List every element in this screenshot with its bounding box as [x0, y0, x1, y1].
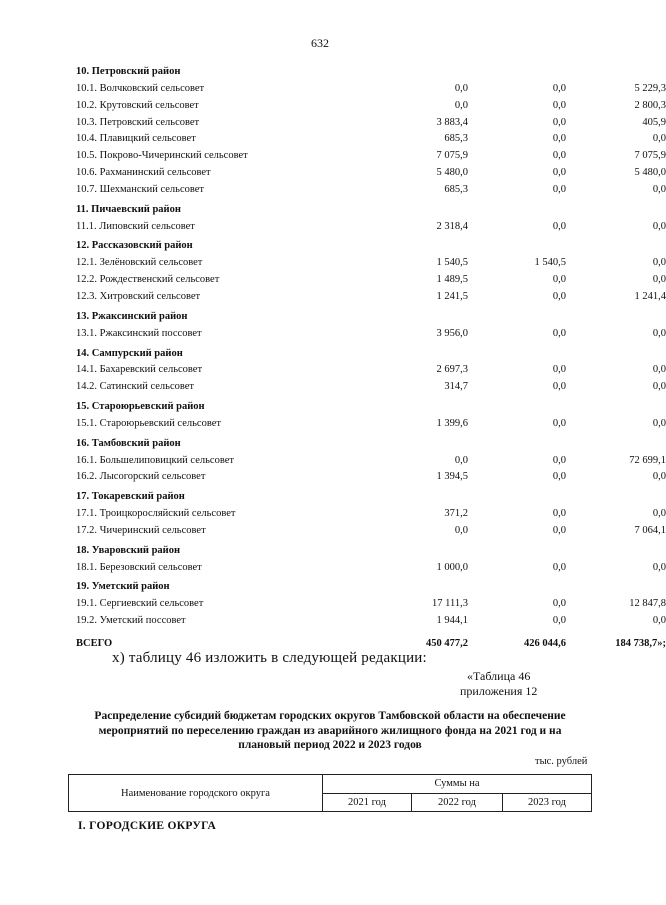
value-2022: 0,0 — [552, 364, 566, 376]
table-row — [76, 453, 666, 470]
value-2021: 0,0 — [454, 524, 468, 536]
settlement-name: 16.2. Лысогорский сельсовет — [76, 471, 206, 483]
settlement-name: 12.1. Зелёновский сельсовет — [76, 257, 203, 269]
value-2022: 0,0 — [552, 327, 566, 339]
settlement-name: 17.2. Чичеринский сельсовет — [76, 524, 206, 536]
section-heading-city-districts: I. ГОРОДСКИЕ ОКРУГА — [78, 820, 217, 832]
value-2023: 0,0 — [652, 257, 666, 269]
value-2021: 0,0 — [454, 454, 468, 466]
district-name: 19. Уметский район — [76, 581, 170, 593]
value-2021: 1 489,5 — [436, 274, 468, 286]
district-heading — [76, 309, 596, 326]
value-2021: 5 480,0 — [436, 167, 468, 179]
district-name: 12. Рассказовский район — [76, 240, 193, 252]
table-row — [76, 148, 666, 165]
value-2022: 0,0 — [552, 381, 566, 393]
table-row — [76, 272, 666, 289]
value-2023: 0,0 — [652, 381, 666, 393]
settlement-name: 14.1. Бахаревский сельсовет — [76, 364, 203, 376]
page-number: 632 — [311, 36, 329, 50]
table-row — [76, 98, 666, 115]
column-header-year-2022: 2022 год — [412, 794, 503, 811]
value-2021: 1 944,1 — [436, 615, 468, 627]
value-2021: 1 399,6 — [436, 417, 468, 429]
value-2021: 3 956,0 — [436, 327, 468, 339]
total-label: ВСЕГО — [76, 638, 113, 649]
table-reference-number: «Таблица 46 — [467, 669, 531, 683]
table-row — [76, 560, 666, 577]
value-2022: 0,0 — [552, 167, 566, 179]
value-2022: 0,0 — [552, 508, 566, 520]
settlement-name: 18.1. Березовский сельсовет — [76, 561, 202, 573]
district-heading — [76, 579, 596, 596]
settlement-name: 10.2. Крутовский сельсовет — [76, 99, 199, 111]
table-row — [76, 219, 666, 236]
value-2023: 72 699,1 — [629, 454, 666, 466]
settlement-name: 10.5. Покрово-Чичеринский сельсовет — [76, 150, 248, 162]
settlement-name: 10.7. Шехманский сельсовет — [76, 183, 204, 195]
value-2023: 0,0 — [652, 561, 666, 573]
value-2022: 0,0 — [552, 417, 566, 429]
district-name: 15. Староюрьевский район — [76, 401, 205, 413]
settlement-name: 16.1. Большелиповицкий сельсовет — [76, 454, 234, 466]
value-2023: 0,0 — [652, 508, 666, 520]
value-2021: 0,0 — [454, 99, 468, 111]
value-2023: 5 229,3 — [634, 82, 666, 94]
value-2021: 314,7 — [444, 381, 468, 393]
table-row — [76, 289, 666, 306]
value-2022: 0,0 — [552, 220, 566, 232]
district-heading — [76, 64, 596, 81]
district-heading — [76, 238, 596, 255]
settlement-name: 11.1. Липовский сельсовет — [76, 220, 195, 232]
amendment-instruction: х) таблицу 46 изложить в следующей редакции: — [112, 650, 427, 666]
settlement-name: 19.1. Сергиевский сельсовет — [76, 598, 204, 610]
settlement-name: 10.3. Петровский сельсовет — [76, 116, 200, 128]
value-2022: 0,0 — [552, 454, 566, 466]
settlement-name: 12.3. Хитровский сельсовет — [76, 290, 201, 302]
value-2021: 2 697,3 — [436, 364, 468, 376]
district-name: 11. Пичаевский район — [76, 203, 181, 215]
value-2021: 371,2 — [444, 508, 468, 520]
settlement-name: 17.1. Троицкоросляйский сельсовет — [76, 508, 236, 520]
value-2021: 1 000,0 — [436, 561, 468, 573]
table-row — [76, 255, 666, 272]
value-2022: 0,0 — [552, 99, 566, 111]
district-name: 13. Ржаксинский район — [76, 310, 188, 322]
value-2021: 3 883,4 — [436, 116, 468, 128]
value-2023: 5 480,0 — [634, 167, 666, 179]
district-heading — [76, 436, 596, 453]
value-2023: 0,0 — [652, 274, 666, 286]
value-2023: 2 800,3 — [634, 99, 666, 111]
value-2021: 2 318,4 — [436, 220, 468, 232]
value-2022: 0,0 — [552, 598, 566, 610]
table-row — [76, 362, 666, 379]
table-row — [76, 326, 666, 343]
value-2021: 1 394,5 — [436, 471, 468, 483]
district-name: 17. Токаревский район — [76, 491, 185, 503]
table-row — [76, 469, 666, 486]
value-2022: 0,0 — [552, 183, 566, 195]
settlement-name: 10.4. Плавицкий сельсовет — [76, 133, 196, 145]
value-2023: 0,0 — [652, 220, 666, 232]
settlement-name: 12.2. Рождественский сельсовет — [76, 274, 220, 286]
value-2023: 0,0 — [652, 364, 666, 376]
value-2021: 17 111,3 — [432, 598, 468, 610]
value-2021: 685,3 — [444, 133, 468, 145]
table-row — [76, 523, 666, 540]
table-reference — [460, 669, 537, 699]
settlement-name: 15.1. Староюрьевский сельсовет — [76, 417, 221, 429]
value-2022: 1 540,5 — [534, 257, 566, 269]
value-2021: 1 241,5 — [436, 290, 468, 302]
value-2023: 405,9 — [642, 116, 666, 128]
value-2022: 0,0 — [552, 133, 566, 145]
value-2022: 0,0 — [552, 274, 566, 286]
table-row — [76, 613, 666, 630]
table-row — [76, 416, 666, 433]
table-row — [76, 596, 666, 613]
value-2021: 0,0 — [454, 82, 468, 94]
value-2022: 0,0 — [552, 150, 566, 162]
value-2022: 0,0 — [552, 615, 566, 627]
table-46-header — [68, 774, 592, 812]
value-2023: 7 064,1 — [634, 524, 666, 536]
value-2023: 0,0 — [652, 471, 666, 483]
district-heading — [76, 346, 596, 363]
value-2023: 7 075,9 — [634, 150, 666, 162]
column-header-name: Наименование городского округа — [69, 775, 323, 811]
value-2022: 0,0 — [552, 290, 566, 302]
district-heading — [76, 543, 596, 560]
table-row — [76, 506, 666, 523]
district-name: 14. Сампурский район — [76, 347, 183, 359]
value-2023: 12 847,8 — [629, 598, 666, 610]
value-2022: 0,0 — [552, 524, 566, 536]
settlement-name: 14.2. Сатинский сельсовет — [76, 381, 195, 393]
table-46-title: Распределение субсидий бюджетам городских округов Тамбовской области на обеспечение мероприятий по переселению граждан из аварийного жилищного фонда на 2021 год и на плановый период 2022 и 2023 годов — [94, 710, 566, 751]
unit-note: тыс. рублей — [535, 756, 588, 767]
district-name: 10. Петровский район — [76, 66, 181, 77]
value-2023: 0,0 — [652, 615, 666, 627]
table-row — [76, 379, 666, 396]
district-name: 16. Тамбовский район — [76, 437, 181, 449]
table-reference-appendix: приложения 12 — [460, 684, 538, 698]
settlement-name: 10.1. Волчковский сельсовет — [76, 82, 205, 94]
value-2023: 0,0 — [652, 417, 666, 429]
table-row — [76, 115, 666, 132]
district-heading — [76, 202, 596, 219]
value-2021: 7 075,9 — [436, 150, 468, 162]
subsidy-table-continuation — [76, 64, 666, 653]
column-header-year-2023: 2023 год — [528, 797, 566, 808]
value-2023: 0,0 — [652, 133, 666, 145]
column-header-year-2021: 2021 год — [323, 794, 412, 811]
column-header-sums: Суммы на — [323, 775, 591, 794]
value-2021: 685,3 — [444, 183, 468, 195]
value-2022: 0,0 — [552, 471, 566, 483]
table-row — [76, 131, 666, 148]
value-2023: 0,0 — [652, 183, 666, 195]
table-row — [76, 81, 666, 98]
settlement-name: 10.6. Рахманинский сельсовет — [76, 167, 211, 179]
district-name: 18. Уваровский район — [76, 544, 181, 556]
value-2023: 1 241,4 — [634, 290, 666, 302]
total-2022: 426 044,6 — [524, 638, 566, 649]
table-row — [76, 182, 666, 199]
value-2021: 1 540,5 — [436, 257, 468, 269]
total-2021: 450 477,2 — [426, 638, 468, 649]
settlement-name: 13.1. Ржаксинский поссовет — [76, 327, 202, 339]
total-2023: 184 738,7»; — [615, 638, 666, 649]
settlement-name: 19.2. Уметский поссовет — [76, 615, 186, 627]
table-row — [76, 165, 666, 182]
district-heading — [76, 489, 596, 506]
value-2022: 0,0 — [552, 116, 566, 128]
district-heading — [76, 399, 596, 416]
value-2022: 0,0 — [552, 82, 566, 94]
value-2023: 0,0 — [652, 327, 666, 339]
value-2022: 0,0 — [552, 561, 566, 573]
